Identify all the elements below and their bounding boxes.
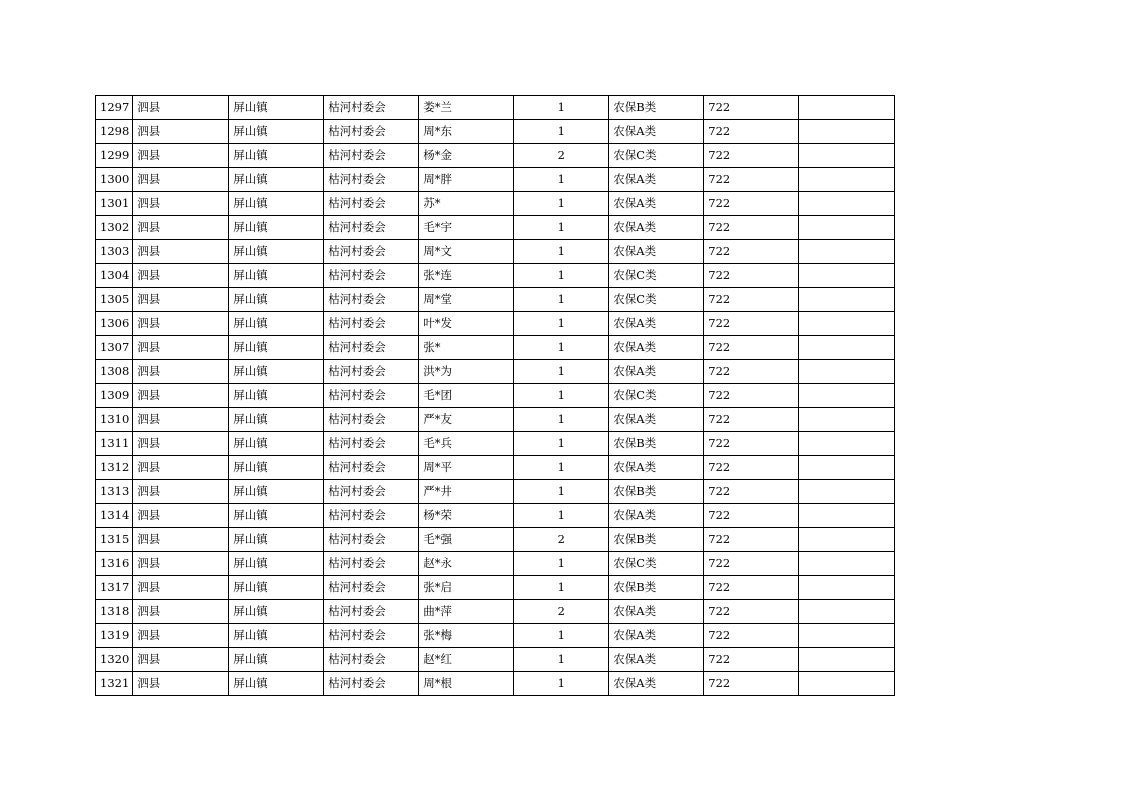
row-number-cell: 1308 — [96, 360, 133, 384]
person-count-cell: 1 — [514, 240, 609, 264]
table-row — [96, 192, 895, 216]
village-committee-cell: 枯河村委会 — [324, 216, 419, 240]
table-row — [96, 672, 895, 696]
note-cell — [799, 216, 895, 240]
person-count-cell: 1 — [514, 192, 609, 216]
note-cell — [799, 312, 895, 336]
person-name-cell: 毛*宇 — [419, 216, 514, 240]
county-cell: 泗县 — [133, 432, 229, 456]
person-count-cell: 1 — [514, 408, 609, 432]
person-count-cell: 1 — [514, 432, 609, 456]
insurance-type-cell: 农保A类 — [609, 216, 704, 240]
person-count-cell: 1 — [514, 360, 609, 384]
county-cell: 泗县 — [133, 240, 229, 264]
town-cell: 屏山镇 — [229, 600, 324, 624]
person-count-cell: 1 — [514, 456, 609, 480]
village-committee-cell: 枯河村委会 — [324, 144, 419, 168]
county-cell: 泗县 — [133, 120, 229, 144]
amount-cell: 722 — [704, 624, 799, 648]
insurance-type-cell: 农保B类 — [609, 96, 704, 120]
person-count-cell: 1 — [514, 384, 609, 408]
note-cell — [799, 504, 895, 528]
row-number-cell: 1301 — [96, 192, 133, 216]
records-table-body — [96, 96, 895, 696]
village-committee-cell: 枯河村委会 — [324, 264, 419, 288]
amount-cell: 722 — [704, 240, 799, 264]
insurance-type-cell: 农保C类 — [609, 288, 704, 312]
row-number-cell: 1298 — [96, 120, 133, 144]
amount-cell: 722 — [704, 96, 799, 120]
person-name-cell: 毛*强 — [419, 528, 514, 552]
insurance-type-cell: 农保A类 — [609, 312, 704, 336]
village-committee-cell: 枯河村委会 — [324, 120, 419, 144]
person-count-cell: 1 — [514, 288, 609, 312]
amount-cell: 722 — [704, 552, 799, 576]
village-committee-cell: 枯河村委会 — [324, 432, 419, 456]
person-count-cell: 1 — [514, 312, 609, 336]
person-count-cell: 1 — [514, 120, 609, 144]
table-row — [96, 216, 895, 240]
note-cell — [799, 672, 895, 696]
town-cell: 屏山镇 — [229, 552, 324, 576]
village-committee-cell: 枯河村委会 — [324, 384, 419, 408]
table-row — [96, 528, 895, 552]
person-count-cell: 1 — [514, 576, 609, 600]
person-count-cell: 1 — [514, 648, 609, 672]
note-cell — [799, 288, 895, 312]
row-number-cell: 1313 — [96, 480, 133, 504]
county-cell: 泗县 — [133, 552, 229, 576]
note-cell — [799, 264, 895, 288]
note-cell — [799, 240, 895, 264]
county-cell: 泗县 — [133, 576, 229, 600]
insurance-type-cell: 农保B类 — [609, 480, 704, 504]
county-cell: 泗县 — [133, 624, 229, 648]
records-table — [95, 95, 895, 696]
amount-cell: 722 — [704, 216, 799, 240]
amount-cell: 722 — [704, 264, 799, 288]
town-cell: 屏山镇 — [229, 408, 324, 432]
note-cell — [799, 360, 895, 384]
village-committee-cell: 枯河村委会 — [324, 336, 419, 360]
county-cell: 泗县 — [133, 600, 229, 624]
note-cell — [799, 408, 895, 432]
row-number-cell: 1317 — [96, 576, 133, 600]
person-name-cell: 周*堂 — [419, 288, 514, 312]
table-row — [96, 336, 895, 360]
village-committee-cell: 枯河村委会 — [324, 240, 419, 264]
person-name-cell: 周*根 — [419, 672, 514, 696]
town-cell: 屏山镇 — [229, 240, 324, 264]
county-cell: 泗县 — [133, 216, 229, 240]
amount-cell: 722 — [704, 384, 799, 408]
person-count-cell: 2 — [514, 600, 609, 624]
row-number-cell: 1319 — [96, 624, 133, 648]
insurance-type-cell: 农保A类 — [609, 408, 704, 432]
person-count-cell: 1 — [514, 552, 609, 576]
village-committee-cell: 枯河村委会 — [324, 504, 419, 528]
note-cell — [799, 456, 895, 480]
row-number-cell: 1306 — [96, 312, 133, 336]
person-name-cell: 毛*兵 — [419, 432, 514, 456]
town-cell: 屏山镇 — [229, 624, 324, 648]
row-number-cell: 1310 — [96, 408, 133, 432]
person-name-cell: 苏* — [419, 192, 514, 216]
note-cell — [799, 480, 895, 504]
town-cell: 屏山镇 — [229, 336, 324, 360]
town-cell: 屏山镇 — [229, 480, 324, 504]
insurance-type-cell: 农保C类 — [609, 384, 704, 408]
table-row — [96, 552, 895, 576]
insurance-type-cell: 农保A类 — [609, 120, 704, 144]
note-cell — [799, 336, 895, 360]
town-cell: 屏山镇 — [229, 648, 324, 672]
county-cell: 泗县 — [133, 192, 229, 216]
table-row — [96, 600, 895, 624]
row-number-cell: 1316 — [96, 552, 133, 576]
table-row — [96, 624, 895, 648]
county-cell: 泗县 — [133, 264, 229, 288]
amount-cell: 722 — [704, 288, 799, 312]
row-number-cell: 1304 — [96, 264, 133, 288]
table-row — [96, 240, 895, 264]
person-name-cell: 张*连 — [419, 264, 514, 288]
row-number-cell: 1303 — [96, 240, 133, 264]
table-row — [96, 96, 895, 120]
town-cell: 屏山镇 — [229, 168, 324, 192]
village-committee-cell: 枯河村委会 — [324, 480, 419, 504]
town-cell: 屏山镇 — [229, 432, 324, 456]
row-number-cell: 1311 — [96, 432, 133, 456]
note-cell — [799, 96, 895, 120]
row-number-cell: 1299 — [96, 144, 133, 168]
town-cell: 屏山镇 — [229, 192, 324, 216]
note-cell — [799, 624, 895, 648]
town-cell: 屏山镇 — [229, 360, 324, 384]
person-count-cell: 1 — [514, 480, 609, 504]
note-cell — [799, 552, 895, 576]
table-row — [96, 384, 895, 408]
person-name-cell: 赵*永 — [419, 552, 514, 576]
village-committee-cell: 枯河村委会 — [324, 168, 419, 192]
row-number-cell: 1300 — [96, 168, 133, 192]
person-name-cell: 叶*发 — [419, 312, 514, 336]
county-cell: 泗县 — [133, 336, 229, 360]
village-committee-cell: 枯河村委会 — [324, 192, 419, 216]
county-cell: 泗县 — [133, 384, 229, 408]
row-number-cell: 1321 — [96, 672, 133, 696]
person-count-cell: 1 — [514, 264, 609, 288]
table-row — [96, 408, 895, 432]
amount-cell: 722 — [704, 600, 799, 624]
town-cell: 屏山镇 — [229, 144, 324, 168]
insurance-type-cell: 农保C类 — [609, 264, 704, 288]
town-cell: 屏山镇 — [229, 288, 324, 312]
insurance-type-cell: 农保A类 — [609, 456, 704, 480]
insurance-type-cell: 农保A类 — [609, 504, 704, 528]
village-committee-cell: 枯河村委会 — [324, 360, 419, 384]
person-name-cell: 张*启 — [419, 576, 514, 600]
village-committee-cell: 枯河村委会 — [324, 600, 419, 624]
town-cell: 屏山镇 — [229, 504, 324, 528]
county-cell: 泗县 — [133, 456, 229, 480]
county-cell: 泗县 — [133, 168, 229, 192]
table-row — [96, 480, 895, 504]
note-cell — [799, 120, 895, 144]
row-number-cell: 1315 — [96, 528, 133, 552]
person-name-cell: 娄*兰 — [419, 96, 514, 120]
insurance-type-cell: 农保B类 — [609, 528, 704, 552]
note-cell — [799, 528, 895, 552]
county-cell: 泗县 — [133, 648, 229, 672]
amount-cell: 722 — [704, 648, 799, 672]
village-committee-cell: 枯河村委会 — [324, 624, 419, 648]
village-committee-cell: 枯河村委会 — [324, 96, 419, 120]
town-cell: 屏山镇 — [229, 264, 324, 288]
amount-cell: 722 — [704, 360, 799, 384]
person-name-cell: 杨*金 — [419, 144, 514, 168]
table-row — [96, 504, 895, 528]
amount-cell: 722 — [704, 192, 799, 216]
person-name-cell: 赵*红 — [419, 648, 514, 672]
village-committee-cell: 枯河村委会 — [324, 312, 419, 336]
person-count-cell: 1 — [514, 168, 609, 192]
table-row — [96, 648, 895, 672]
amount-cell: 722 — [704, 144, 799, 168]
insurance-type-cell: 农保B类 — [609, 432, 704, 456]
county-cell: 泗县 — [133, 672, 229, 696]
town-cell: 屏山镇 — [229, 528, 324, 552]
row-number-cell: 1309 — [96, 384, 133, 408]
row-number-cell: 1302 — [96, 216, 133, 240]
town-cell: 屏山镇 — [229, 312, 324, 336]
insurance-type-cell: 农保A类 — [609, 648, 704, 672]
table-row — [96, 456, 895, 480]
person-count-cell: 1 — [514, 96, 609, 120]
town-cell: 屏山镇 — [229, 672, 324, 696]
amount-cell: 722 — [704, 456, 799, 480]
town-cell: 屏山镇 — [229, 384, 324, 408]
amount-cell: 722 — [704, 312, 799, 336]
note-cell — [799, 168, 895, 192]
person-count-cell: 1 — [514, 336, 609, 360]
person-name-cell: 周*文 — [419, 240, 514, 264]
table-row — [96, 432, 895, 456]
person-count-cell: 1 — [514, 672, 609, 696]
insurance-type-cell: 农保A类 — [609, 192, 704, 216]
amount-cell: 722 — [704, 672, 799, 696]
person-name-cell: 张*梅 — [419, 624, 514, 648]
table-row — [96, 576, 895, 600]
note-cell — [799, 192, 895, 216]
county-cell: 泗县 — [133, 288, 229, 312]
person-name-cell: 严*友 — [419, 408, 514, 432]
village-committee-cell: 枯河村委会 — [324, 456, 419, 480]
person-name-cell: 毛*团 — [419, 384, 514, 408]
person-name-cell: 周*胖 — [419, 168, 514, 192]
county-cell: 泗县 — [133, 504, 229, 528]
county-cell: 泗县 — [133, 312, 229, 336]
table-row — [96, 144, 895, 168]
county-cell: 泗县 — [133, 408, 229, 432]
insurance-type-cell: 农保A类 — [609, 624, 704, 648]
row-number-cell: 1320 — [96, 648, 133, 672]
insurance-type-cell: 农保A类 — [609, 240, 704, 264]
amount-cell: 722 — [704, 168, 799, 192]
table-row — [96, 288, 895, 312]
village-committee-cell: 枯河村委会 — [324, 408, 419, 432]
village-committee-cell: 枯河村委会 — [324, 576, 419, 600]
person-name-cell: 严*井 — [419, 480, 514, 504]
person-name-cell: 周*平 — [419, 456, 514, 480]
county-cell: 泗县 — [133, 528, 229, 552]
county-cell: 泗县 — [133, 96, 229, 120]
table-row — [96, 312, 895, 336]
note-cell — [799, 576, 895, 600]
village-committee-cell: 枯河村委会 — [324, 288, 419, 312]
village-committee-cell: 枯河村委会 — [324, 528, 419, 552]
amount-cell: 722 — [704, 576, 799, 600]
amount-cell: 722 — [704, 120, 799, 144]
person-count-cell: 1 — [514, 624, 609, 648]
amount-cell: 722 — [704, 336, 799, 360]
town-cell: 屏山镇 — [229, 216, 324, 240]
insurance-type-cell: 农保B类 — [609, 576, 704, 600]
person-count-cell: 1 — [514, 216, 609, 240]
note-cell — [799, 432, 895, 456]
town-cell: 屏山镇 — [229, 96, 324, 120]
row-number-cell: 1312 — [96, 456, 133, 480]
insurance-type-cell: 农保C类 — [609, 552, 704, 576]
insurance-type-cell: 农保A类 — [609, 672, 704, 696]
table-row — [96, 264, 895, 288]
amount-cell: 722 — [704, 432, 799, 456]
person-count-cell: 2 — [514, 144, 609, 168]
person-name-cell: 张* — [419, 336, 514, 360]
person-name-cell: 曲*萍 — [419, 600, 514, 624]
person-count-cell: 1 — [514, 504, 609, 528]
table-row — [96, 168, 895, 192]
row-number-cell: 1297 — [96, 96, 133, 120]
insurance-type-cell: 农保A类 — [609, 168, 704, 192]
row-number-cell: 1314 — [96, 504, 133, 528]
town-cell: 屏山镇 — [229, 120, 324, 144]
row-number-cell: 1307 — [96, 336, 133, 360]
insurance-type-cell: 农保A类 — [609, 600, 704, 624]
amount-cell: 722 — [704, 528, 799, 552]
person-name-cell: 洪*为 — [419, 360, 514, 384]
row-number-cell: 1318 — [96, 600, 133, 624]
note-cell — [799, 648, 895, 672]
note-cell — [799, 144, 895, 168]
row-number-cell: 1305 — [96, 288, 133, 312]
person-name-cell: 杨*荣 — [419, 504, 514, 528]
insurance-type-cell: 农保A类 — [609, 360, 704, 384]
note-cell — [799, 384, 895, 408]
amount-cell: 722 — [704, 504, 799, 528]
person-name-cell: 周*东 — [419, 120, 514, 144]
county-cell: 泗县 — [133, 144, 229, 168]
amount-cell: 722 — [704, 408, 799, 432]
note-cell — [799, 600, 895, 624]
town-cell: 屏山镇 — [229, 576, 324, 600]
village-committee-cell: 枯河村委会 — [324, 552, 419, 576]
insurance-type-cell: 农保A类 — [609, 336, 704, 360]
table-row — [96, 360, 895, 384]
amount-cell: 722 — [704, 480, 799, 504]
town-cell: 屏山镇 — [229, 456, 324, 480]
person-count-cell: 2 — [514, 528, 609, 552]
village-committee-cell: 枯河村委会 — [324, 648, 419, 672]
county-cell: 泗县 — [133, 480, 229, 504]
table-row — [96, 120, 895, 144]
village-committee-cell: 枯河村委会 — [324, 672, 419, 696]
county-cell: 泗县 — [133, 360, 229, 384]
insurance-type-cell: 农保C类 — [609, 144, 704, 168]
